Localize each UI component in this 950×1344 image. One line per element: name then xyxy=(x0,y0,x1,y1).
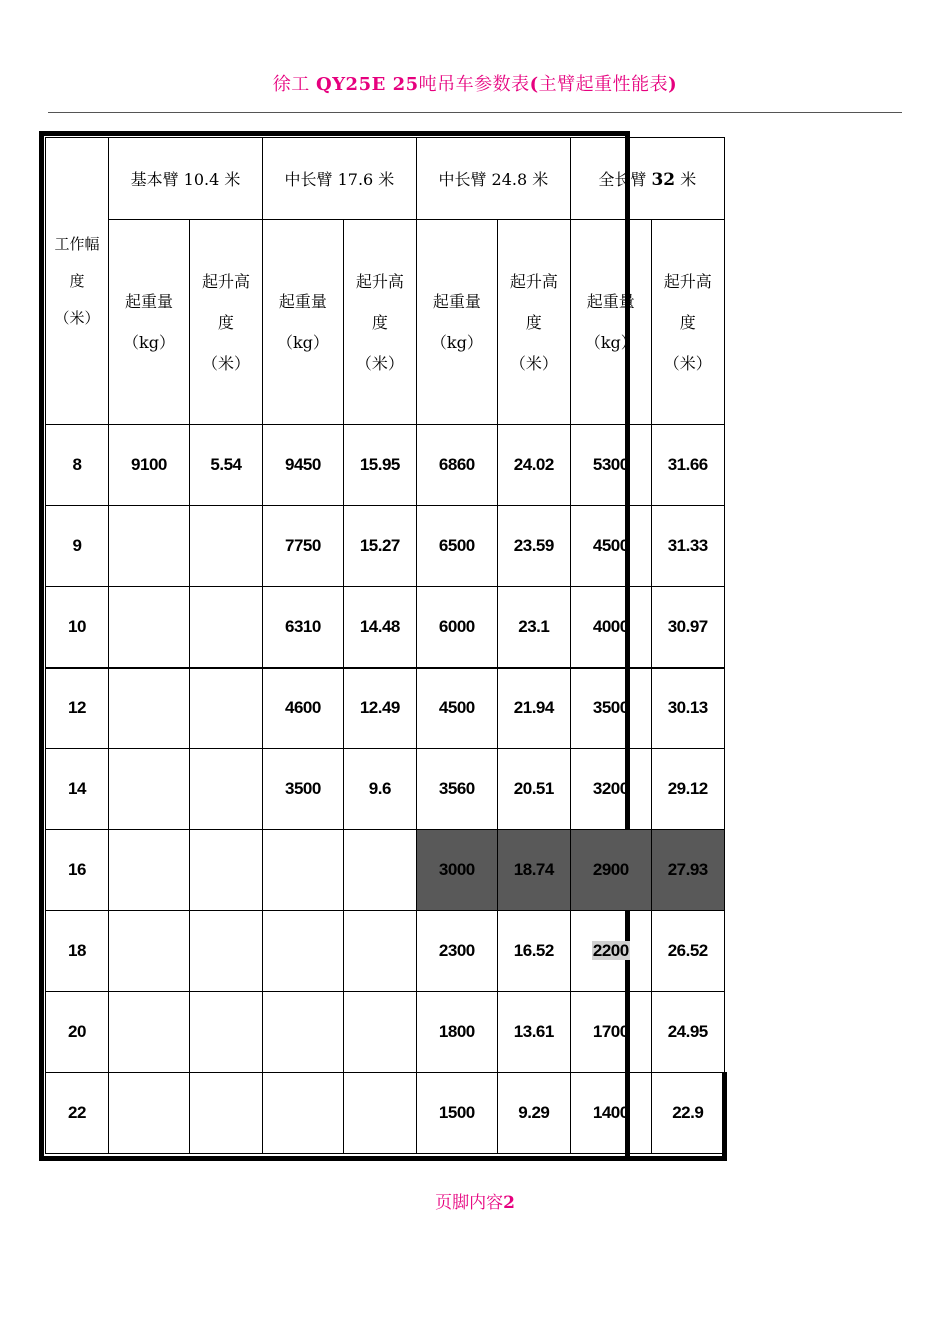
radius-cell: 18 xyxy=(46,911,109,992)
height-cell: 15.95 xyxy=(343,425,416,506)
radius-header: 工作幅度（米） xyxy=(46,138,109,425)
height-cell: 22.9 xyxy=(651,1073,724,1154)
load-cell xyxy=(262,911,343,992)
load-cell xyxy=(109,830,190,911)
height-cell: 15.27 xyxy=(343,506,416,587)
radius-cell: 9 xyxy=(46,506,109,587)
height-cell: 23.59 xyxy=(497,506,570,587)
title-text: 徐工 xyxy=(272,74,317,95)
height-cell: 9.6 xyxy=(343,749,416,830)
height-header: 起升高度（米） xyxy=(343,220,416,425)
radius-cell: 22 xyxy=(46,1073,109,1154)
radius-cell: 12 xyxy=(46,668,109,749)
sub-header-row xyxy=(46,220,726,425)
height-cell xyxy=(189,587,262,668)
load-cell xyxy=(109,749,190,830)
height-cell xyxy=(189,992,262,1073)
load-cell xyxy=(109,911,190,992)
height-cell: 21.94 xyxy=(497,668,570,749)
height-cell: 24.02 xyxy=(497,425,570,506)
radius-cell: 14 xyxy=(46,749,109,830)
load-cell: 9100 xyxy=(109,425,190,506)
height-cell: 30.97 xyxy=(651,587,724,668)
load-cell: 6000 xyxy=(416,587,497,668)
load-cell: 2300 xyxy=(416,911,497,992)
load-cell: 2900 xyxy=(570,830,651,911)
load-cell: 3500 xyxy=(570,668,651,749)
height-cell xyxy=(189,911,262,992)
table-row xyxy=(46,911,726,992)
load-cell: 3000 xyxy=(416,830,497,911)
height-cell xyxy=(189,749,262,830)
table-frame-bottom xyxy=(39,1156,727,1161)
load-cell xyxy=(109,992,190,1073)
height-cell: 31.33 xyxy=(651,506,724,587)
group-header-mid2: 中长臂 24.8 米 xyxy=(416,138,570,220)
table-row xyxy=(46,506,726,587)
height-cell: 31.66 xyxy=(651,425,724,506)
highlighted-value: 2200 xyxy=(592,941,629,960)
load-cell: 4000 xyxy=(570,587,651,668)
height-cell xyxy=(343,830,416,911)
radius-cell: 16 xyxy=(46,830,109,911)
height-cell: 27.93 xyxy=(651,830,724,911)
table-row xyxy=(46,668,726,749)
load-cell: 6310 xyxy=(262,587,343,668)
title-paren-open: ( xyxy=(529,74,539,95)
height-cell xyxy=(189,1073,262,1154)
header-divider xyxy=(48,112,902,113)
height-cell: 14.48 xyxy=(343,587,416,668)
load-cell: 4500 xyxy=(416,668,497,749)
height-cell: 12.49 xyxy=(343,668,416,749)
load-cell: 5300 xyxy=(570,425,651,506)
height-cell: 26.52 xyxy=(651,911,724,992)
table-row xyxy=(46,425,726,506)
page-title xyxy=(0,70,950,96)
title-paren-close: ) xyxy=(668,74,678,95)
load-chart-table xyxy=(45,137,726,1154)
load-cell: 4500 xyxy=(570,506,651,587)
height-cell: 24.95 xyxy=(651,992,724,1073)
radius-cell: 10 xyxy=(46,587,109,668)
height-cell xyxy=(343,992,416,1073)
page-footer xyxy=(0,1188,950,1213)
radius-cell: 8 xyxy=(46,425,109,506)
load-header: 起重量（kg） xyxy=(262,220,343,425)
height-header: 起升高度（米） xyxy=(651,220,724,425)
height-cell: 23.1 xyxy=(497,587,570,668)
load-cell xyxy=(262,830,343,911)
group-header-basic: 基本臂 10.4 米 xyxy=(109,138,263,220)
load-cell: 1800 xyxy=(416,992,497,1073)
load-cell xyxy=(109,587,190,668)
radius-cell: 20 xyxy=(46,992,109,1073)
table-row xyxy=(46,992,726,1073)
table-row xyxy=(46,587,726,668)
load-cell xyxy=(109,506,190,587)
load-cell: 1700 xyxy=(570,992,651,1073)
height-cell: 9.29 xyxy=(497,1073,570,1154)
load-cell: 6860 xyxy=(416,425,497,506)
load-cell xyxy=(570,911,651,992)
title-text-3: 主臂起重性能表 xyxy=(538,74,669,95)
height-cell xyxy=(343,911,416,992)
load-cell xyxy=(262,992,343,1073)
load-header: 起重量（kg） xyxy=(109,220,190,425)
height-cell: 30.13 xyxy=(651,668,724,749)
height-cell xyxy=(189,830,262,911)
height-cell xyxy=(343,1073,416,1154)
height-cell: 29.12 xyxy=(651,749,724,830)
load-cell xyxy=(262,1073,343,1154)
page-number: 2 xyxy=(503,1193,515,1213)
extra-empty-cell xyxy=(724,1073,725,1154)
height-cell: 20.51 xyxy=(497,749,570,830)
height-cell: 13.61 xyxy=(497,992,570,1073)
group-header-row xyxy=(46,138,726,220)
load-header: 起重量（kg） xyxy=(416,220,497,425)
table-row xyxy=(46,830,726,911)
group-header-mid1: 中长臂 17.6 米 xyxy=(262,138,416,220)
load-cell: 7750 xyxy=(262,506,343,587)
footer-text: 页脚内容 xyxy=(435,1193,504,1213)
table-row xyxy=(46,1073,726,1154)
height-cell xyxy=(189,668,262,749)
height-cell xyxy=(189,506,262,587)
load-cell: 1500 xyxy=(416,1073,497,1154)
height-header: 起升高度（米） xyxy=(497,220,570,425)
load-cell xyxy=(109,1073,190,1154)
load-cell xyxy=(109,668,190,749)
title-model: QY25E 25 xyxy=(316,74,419,95)
group-header-full: 全长臂 32 米 xyxy=(570,138,724,220)
load-cell: 6500 xyxy=(416,506,497,587)
load-cell: 3200 xyxy=(570,749,651,830)
table-row xyxy=(46,749,726,830)
load-cell: 4600 xyxy=(262,668,343,749)
load-cell: 1400 xyxy=(570,1073,651,1154)
height-cell: 16.52 xyxy=(497,911,570,992)
load-cell: 3500 xyxy=(262,749,343,830)
title-text-2: 吨吊车参数表 xyxy=(418,74,530,95)
load-cell: 9450 xyxy=(262,425,343,506)
load-cell: 3560 xyxy=(416,749,497,830)
height-cell: 5.54 xyxy=(189,425,262,506)
height-cell: 18.74 xyxy=(497,830,570,911)
load-header: 起重量（kg） xyxy=(570,220,651,425)
height-header: 起升高度（米） xyxy=(189,220,262,425)
